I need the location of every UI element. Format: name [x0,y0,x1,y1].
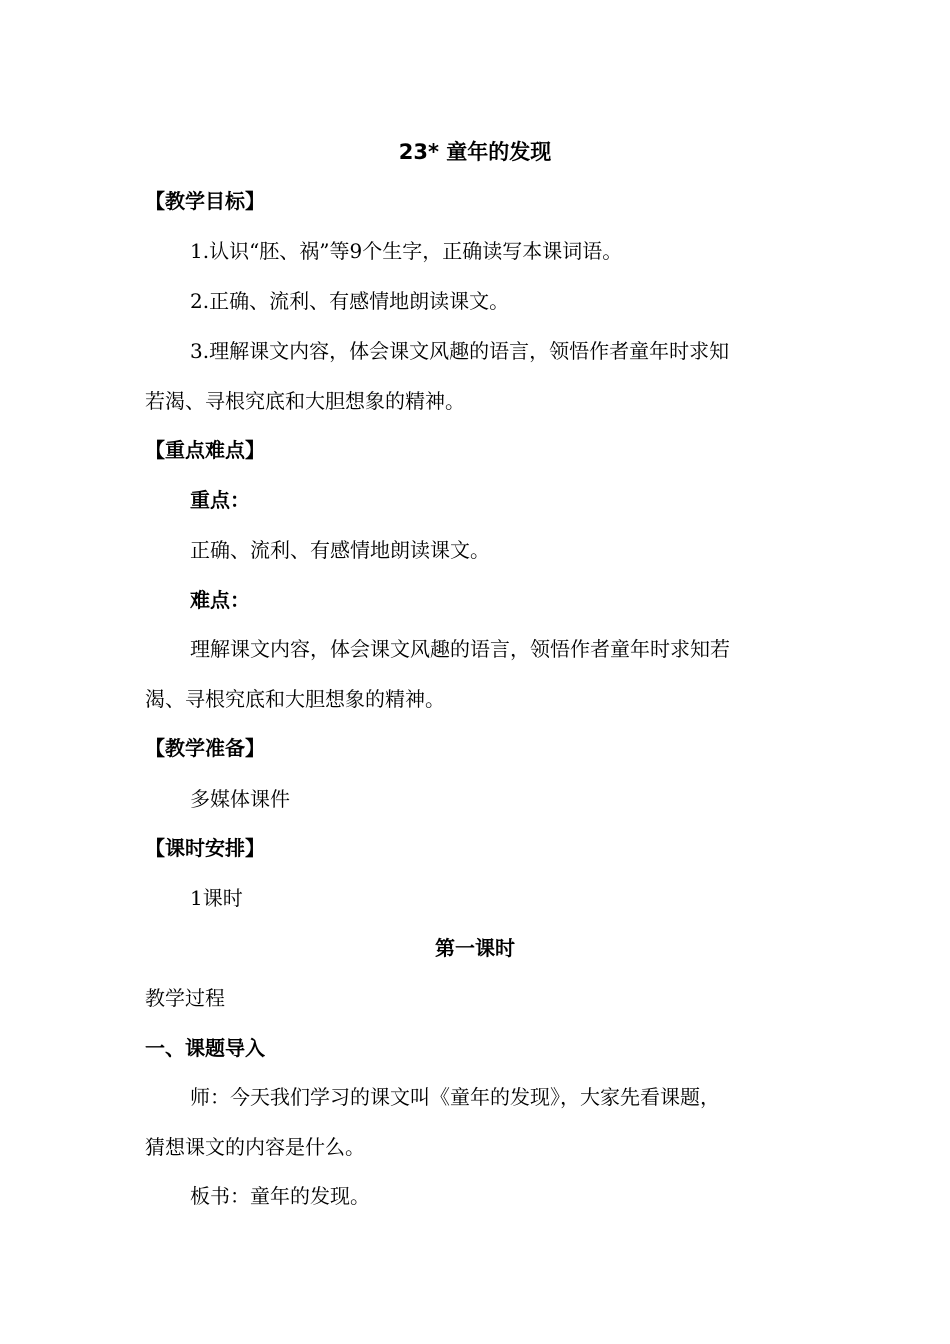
key-text: 正确、流利、有感情地朗读课文。 [190,538,490,562]
key-label: 重点： [190,488,250,512]
difficult-text-line-1: 理解课文内容，体会课文风趣的语言，领悟作者童年时求知若 [190,637,730,661]
goal-item-3-line-2: 若渴、寻根究底和大胆想象的精神。 [145,389,465,413]
section-heading-key-points: 【重点难点】 [145,438,265,462]
section-heading-prep: 【教学准备】 [145,736,265,760]
schedule-text: 1课时 [190,886,243,910]
teacher-text-line-2: 猜想课文的内容是什么。 [145,1135,365,1159]
process-label: 教学过程 [145,986,225,1010]
prep-text: 多媒体课件 [190,787,290,811]
goal-item-2: 2.正确、流利、有感情地朗读课文。 [190,289,510,313]
section-heading-goals: 【教学目标】 [145,189,265,213]
difficult-text-line-2: 渴、寻根究底和大胆想象的精神。 [145,687,445,711]
document-title: 23* 童年的发现 [398,140,552,164]
difficult-label: 难点： [190,588,250,612]
lesson-heading: 第一课时 [435,936,515,960]
goal-item-3-line-1: 3.理解课文内容，体会课文风趣的语言，领悟作者童年时求知 [190,339,730,363]
teacher-text-line-1: 师：今天我们学习的课文叫《童年的发现》，大家先看课题， [190,1085,720,1109]
part-heading-intro: 一、课题导入 [145,1036,265,1060]
section-heading-schedule: 【课时安排】 [145,836,265,860]
goal-item-1: 1.认识“胚、祸”等9个生字，正确读写本课词语。 [190,239,623,263]
board-text: 板书：童年的发现。 [190,1184,370,1208]
